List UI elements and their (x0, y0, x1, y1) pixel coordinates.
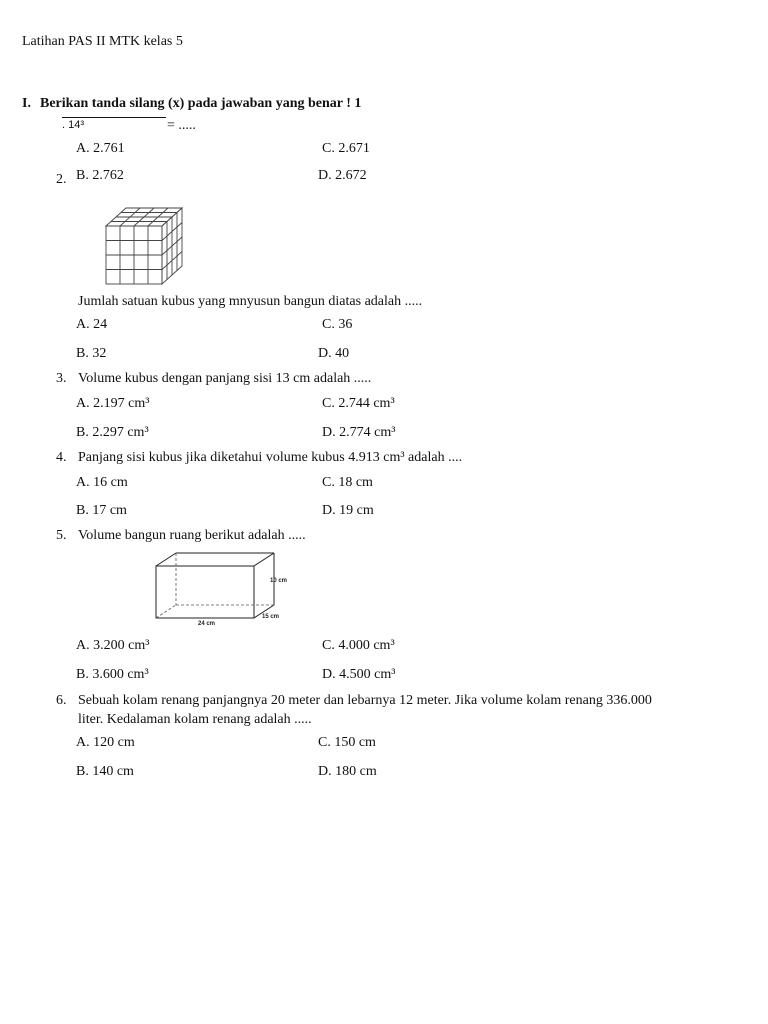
q6-text-line1: Sebuah kolam renang panjangnya 20 meter dan lebarnya 12 meter. Jika volume kolam renang 336.000 (78, 693, 652, 708)
q1-option-b[interactable]: B. 2.762 (76, 168, 124, 183)
q2-option-c[interactable]: C. 36 (322, 317, 353, 332)
q6-number: 6. (56, 693, 67, 708)
q6-text-line2: liter. Kedalaman kolam renang adalah ..... (78, 712, 312, 727)
q3-option-b[interactable]: B. 2.297 cm³ (76, 425, 149, 440)
section-instruction (40, 96, 361, 113)
q6-option-a[interactable]: A. 120 cm (76, 735, 135, 750)
q4-text: Panjang sisi kubus jika diketahui volume kubus 4.913 cm³ adalah .... (78, 450, 463, 465)
q4-number: 4. (56, 450, 67, 465)
q3-option-a[interactable]: A. 2.197 cm³ (76, 396, 150, 411)
q5-number: 5. (56, 528, 67, 543)
q3-number: 3. (56, 371, 67, 386)
q2-text: Jumlah satuan kubus yang mnyusun bangun diatas adalah ..... (78, 294, 423, 309)
cube-stack-figure (102, 204, 186, 288)
instruction-text: Berikan tanda silang (x) pada jawaban yang benar ! 1 (40, 96, 362, 111)
q3-text: Volume kubus dengan panjang sisi 13 cm adalah ..... (78, 371, 372, 386)
cuboid-width-label: 15 cm (262, 614, 280, 620)
q5-option-c[interactable]: C. 4.000 cm³ (322, 638, 395, 653)
cuboid-figure (150, 548, 300, 630)
cuboid-height-label: 10 cm (270, 578, 288, 584)
q4-option-a[interactable]: A. 16 cm (76, 475, 128, 490)
q6-option-c[interactable]: C. 150 cm (318, 735, 376, 750)
q2-option-d[interactable]: D. 40 (318, 346, 350, 361)
q3-option-c[interactable]: C. 2.744 cm³ (322, 396, 395, 411)
q5-option-d[interactable]: D. 4.500 cm³ (322, 667, 396, 682)
q2-number: 2. (56, 172, 67, 187)
section-number: I. (22, 96, 31, 111)
q1-option-a[interactable]: A. 2.761 (76, 141, 125, 156)
q4-option-d[interactable]: D. 19 cm (322, 503, 374, 518)
q1-expression: . 14³ (62, 117, 166, 131)
q3-option-d[interactable]: D. 2.774 cm³ (322, 425, 396, 440)
q1-option-c[interactable]: C. 2.671 (322, 141, 370, 156)
q2-option-b[interactable]: B. 32 (76, 346, 107, 361)
q5-text: Volume bangun ruang berikut adalah ..... (78, 528, 306, 543)
page-header: Latihan PAS II MTK kelas 5 (22, 34, 183, 49)
q2-option-a[interactable]: A. 24 (76, 317, 108, 332)
q5-option-a[interactable]: A. 3.200 cm³ (76, 638, 150, 653)
q1-equals: = ..... (167, 118, 196, 133)
cuboid-length-label: 24 cm (198, 621, 216, 627)
q4-option-c[interactable]: C. 18 cm (322, 475, 373, 490)
q5-option-b[interactable]: B. 3.600 cm³ (76, 667, 149, 682)
q6-option-d[interactable]: D. 180 cm (318, 764, 377, 779)
q1-option-d[interactable]: D. 2.672 (318, 168, 367, 183)
q4-option-b[interactable]: B. 17 cm (76, 503, 127, 518)
q6-option-b[interactable]: B. 140 cm (76, 764, 134, 779)
